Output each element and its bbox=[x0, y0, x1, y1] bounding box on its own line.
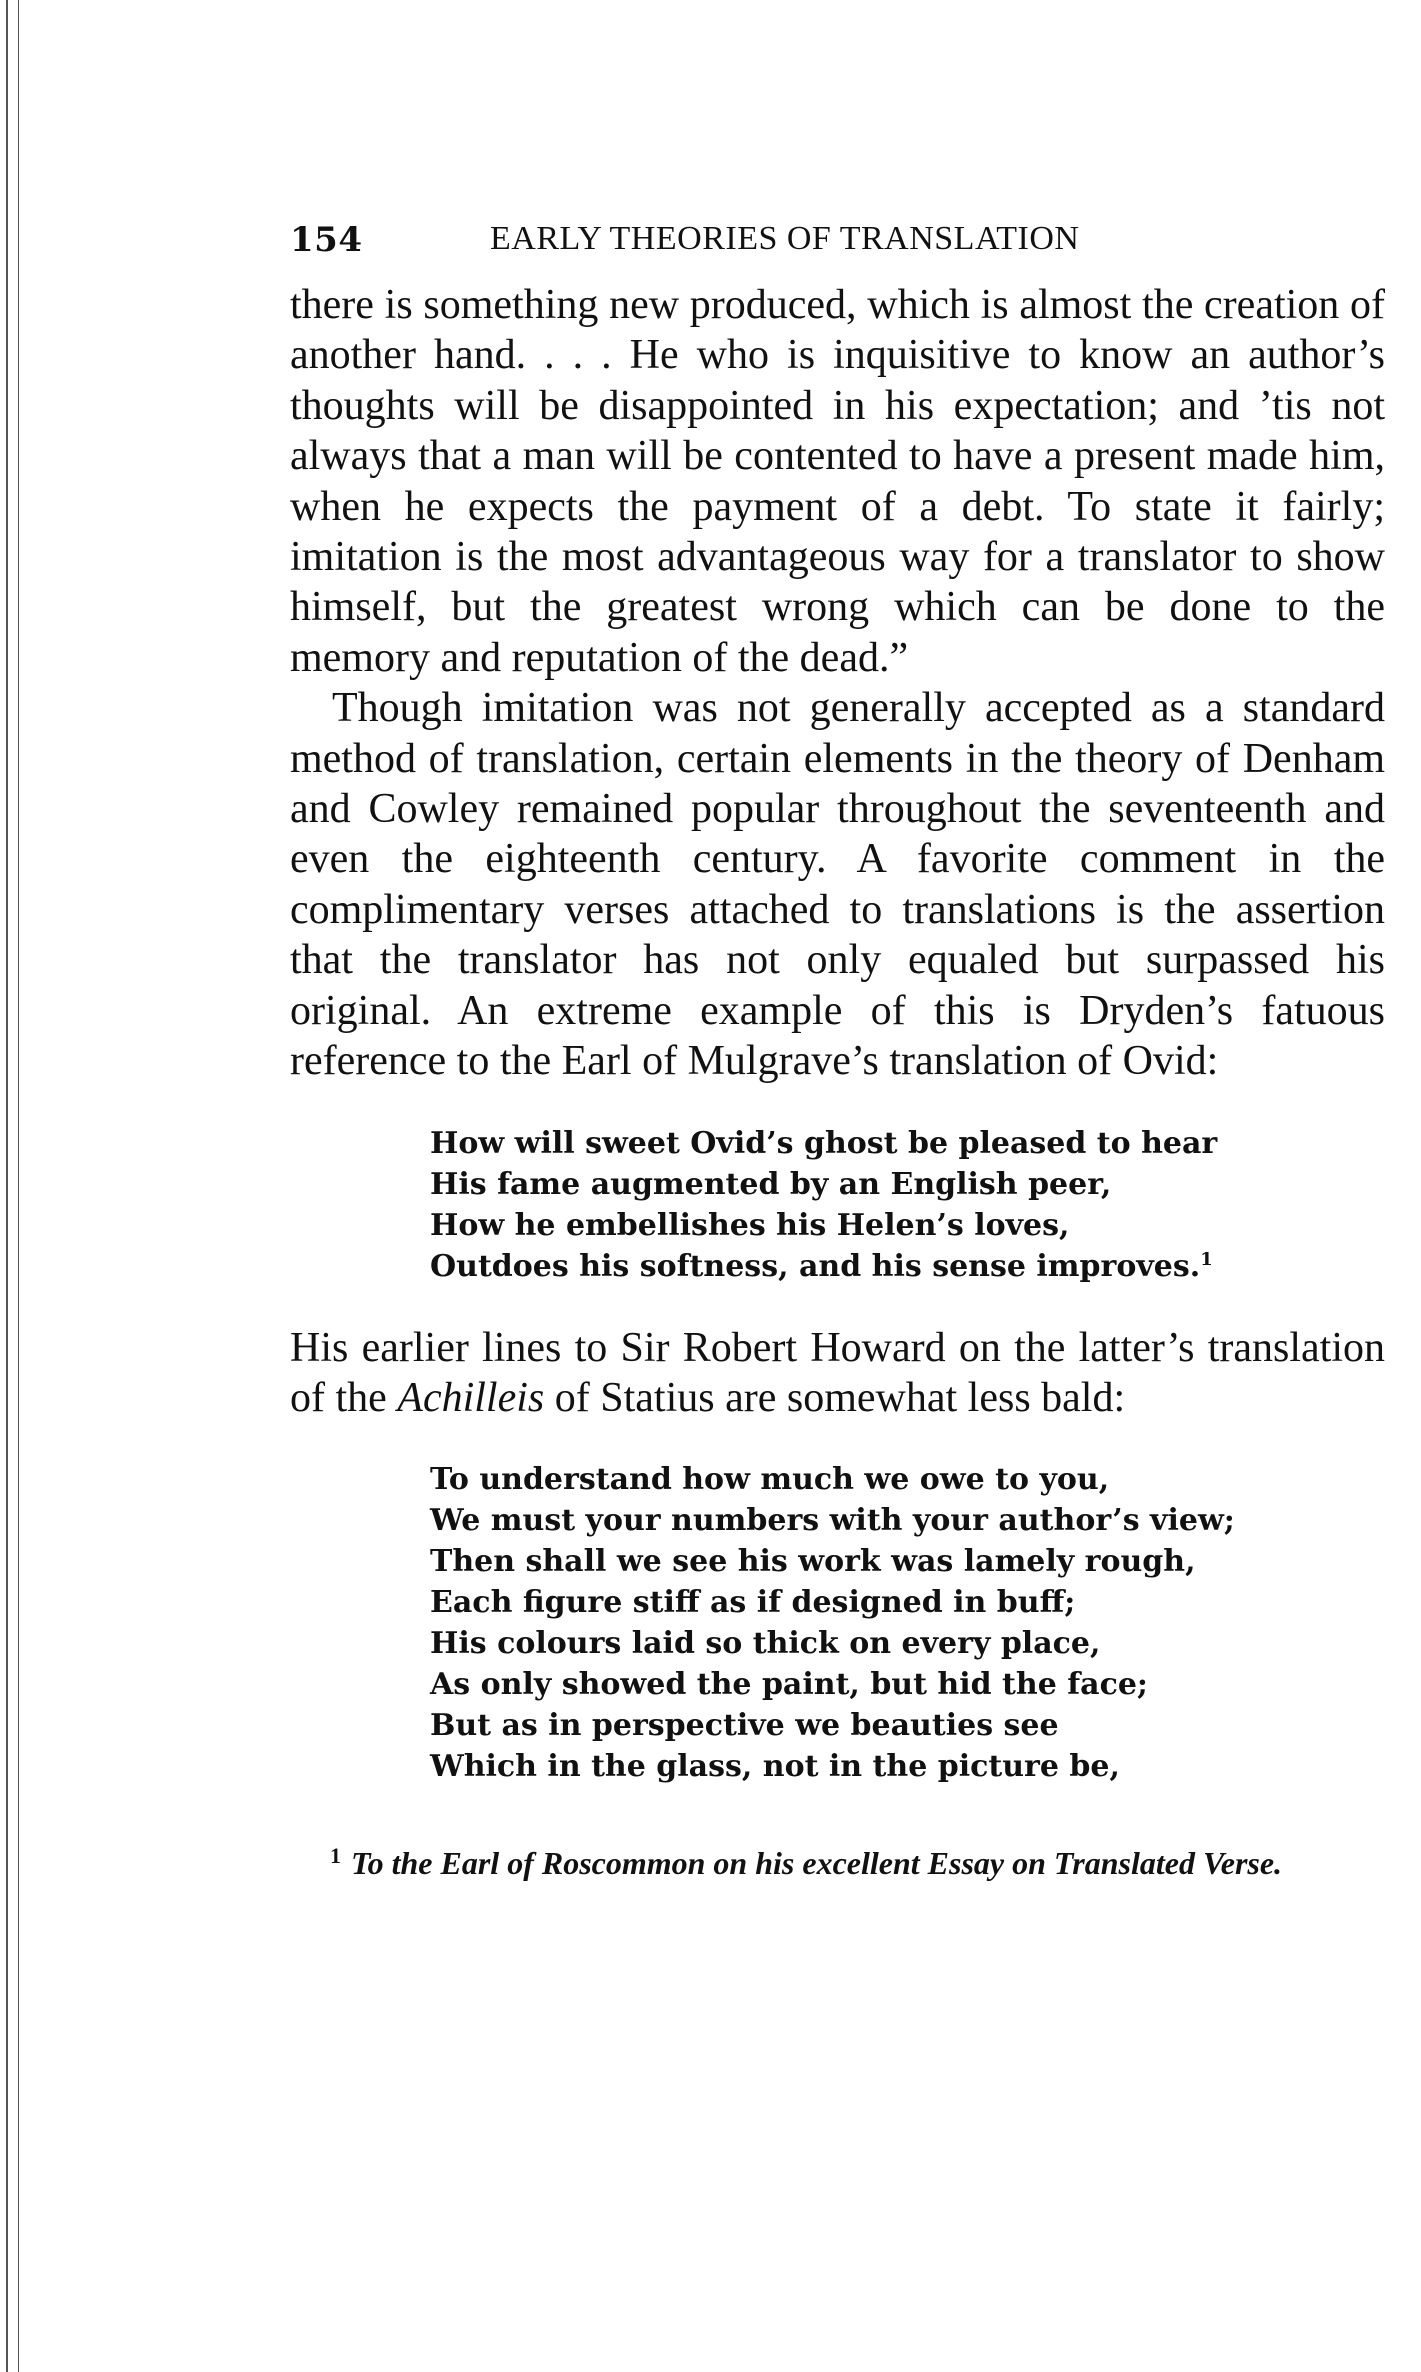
verse-line: We must your numbers with your author’s view; bbox=[430, 1503, 1235, 1539]
paragraph-imitation: Though imitation was not generally accepted as a standard method of translation, certain elements in the theory of Denham and Cowley remained popular throughout the seventeenth and even the eighteenth century. A favorite comment in the complimentary verses attached to translations is the assertion that the translator has not only equaled but surpassed his original. An extreme example of this is Dryden’s fatuous reference to the Earl of Mulgrave’s translation of Ovid: bbox=[290, 685, 1385, 1085]
scan-edge-line bbox=[6, 0, 8, 2372]
verse-line: But as in perspective we beauties see bbox=[430, 1708, 1059, 1744]
paragraph-continued-quote: there is something new produced, which is almost the creation of another hand. . . . He who is inquisitive to know an author’s thoughts will be disappointed in his expectation; and ’tis not always that a man will be contented to have a present made him, when he expects the payment of a debt. To state it fairly; imitation is the most advantageous way for a translator to show himself, but the greatest wrong which can be done to the memory and reputation of the dead.” bbox=[290, 282, 1385, 681]
verse-line: His fame augmented by an English peer, bbox=[430, 1166, 1112, 1202]
verse-line: How will sweet Ovid’s ghost be pleased to hear bbox=[430, 1125, 1218, 1161]
work-title: Achilleis bbox=[397, 1374, 545, 1421]
verse-line: Then shall we see his work was lamely rough, bbox=[430, 1544, 1196, 1580]
footnote-mark: 1 bbox=[330, 1842, 341, 1868]
verse-quote-howard bbox=[430, 1459, 1385, 1787]
verse-line bbox=[430, 1246, 1385, 1287]
verse-line: His colours laid so thick on every place, bbox=[430, 1626, 1101, 1662]
verse-line: Which in the glass, not in the picture be, bbox=[430, 1749, 1120, 1785]
page-number: 154 bbox=[290, 220, 363, 260]
running-title: EARLY THEORIES OF TRANSLATION bbox=[490, 220, 1080, 257]
footnote-text: To the Earl of Roscommon on his excellent Essay on Translated Verse. bbox=[351, 1845, 1283, 1882]
scan-edge bbox=[0, 0, 40, 2372]
paragraph-text: His earlier lines to Sir Robert Howard on the latter’s translation of the bbox=[290, 1324, 1385, 1421]
footnote bbox=[290, 1843, 1385, 1883]
body-text bbox=[290, 1323, 1385, 1424]
running-head bbox=[290, 220, 1385, 280]
verse-line: As only showed the paint, but hid the face; bbox=[430, 1667, 1149, 1703]
verse-line: Each figure stiff as if designed in buff; bbox=[430, 1585, 1076, 1621]
verse-line-text: Outdoes his softness, and his sense improves. bbox=[430, 1248, 1201, 1284]
verse-line: To understand how much we owe to you, bbox=[430, 1462, 1110, 1498]
scan-edge-line bbox=[18, 0, 19, 2372]
book-page bbox=[290, 220, 1385, 1883]
paragraph-howard bbox=[290, 1323, 1385, 1424]
verse-line: How he embellishes his Helen’s loves, bbox=[430, 1207, 1070, 1243]
footnote-reference: 1 bbox=[1200, 1248, 1213, 1270]
verse-quote-mulgrave bbox=[430, 1123, 1385, 1287]
body-text bbox=[290, 280, 1385, 1087]
paragraph-text: of Statius are somewhat less bald: bbox=[544, 1374, 1126, 1421]
